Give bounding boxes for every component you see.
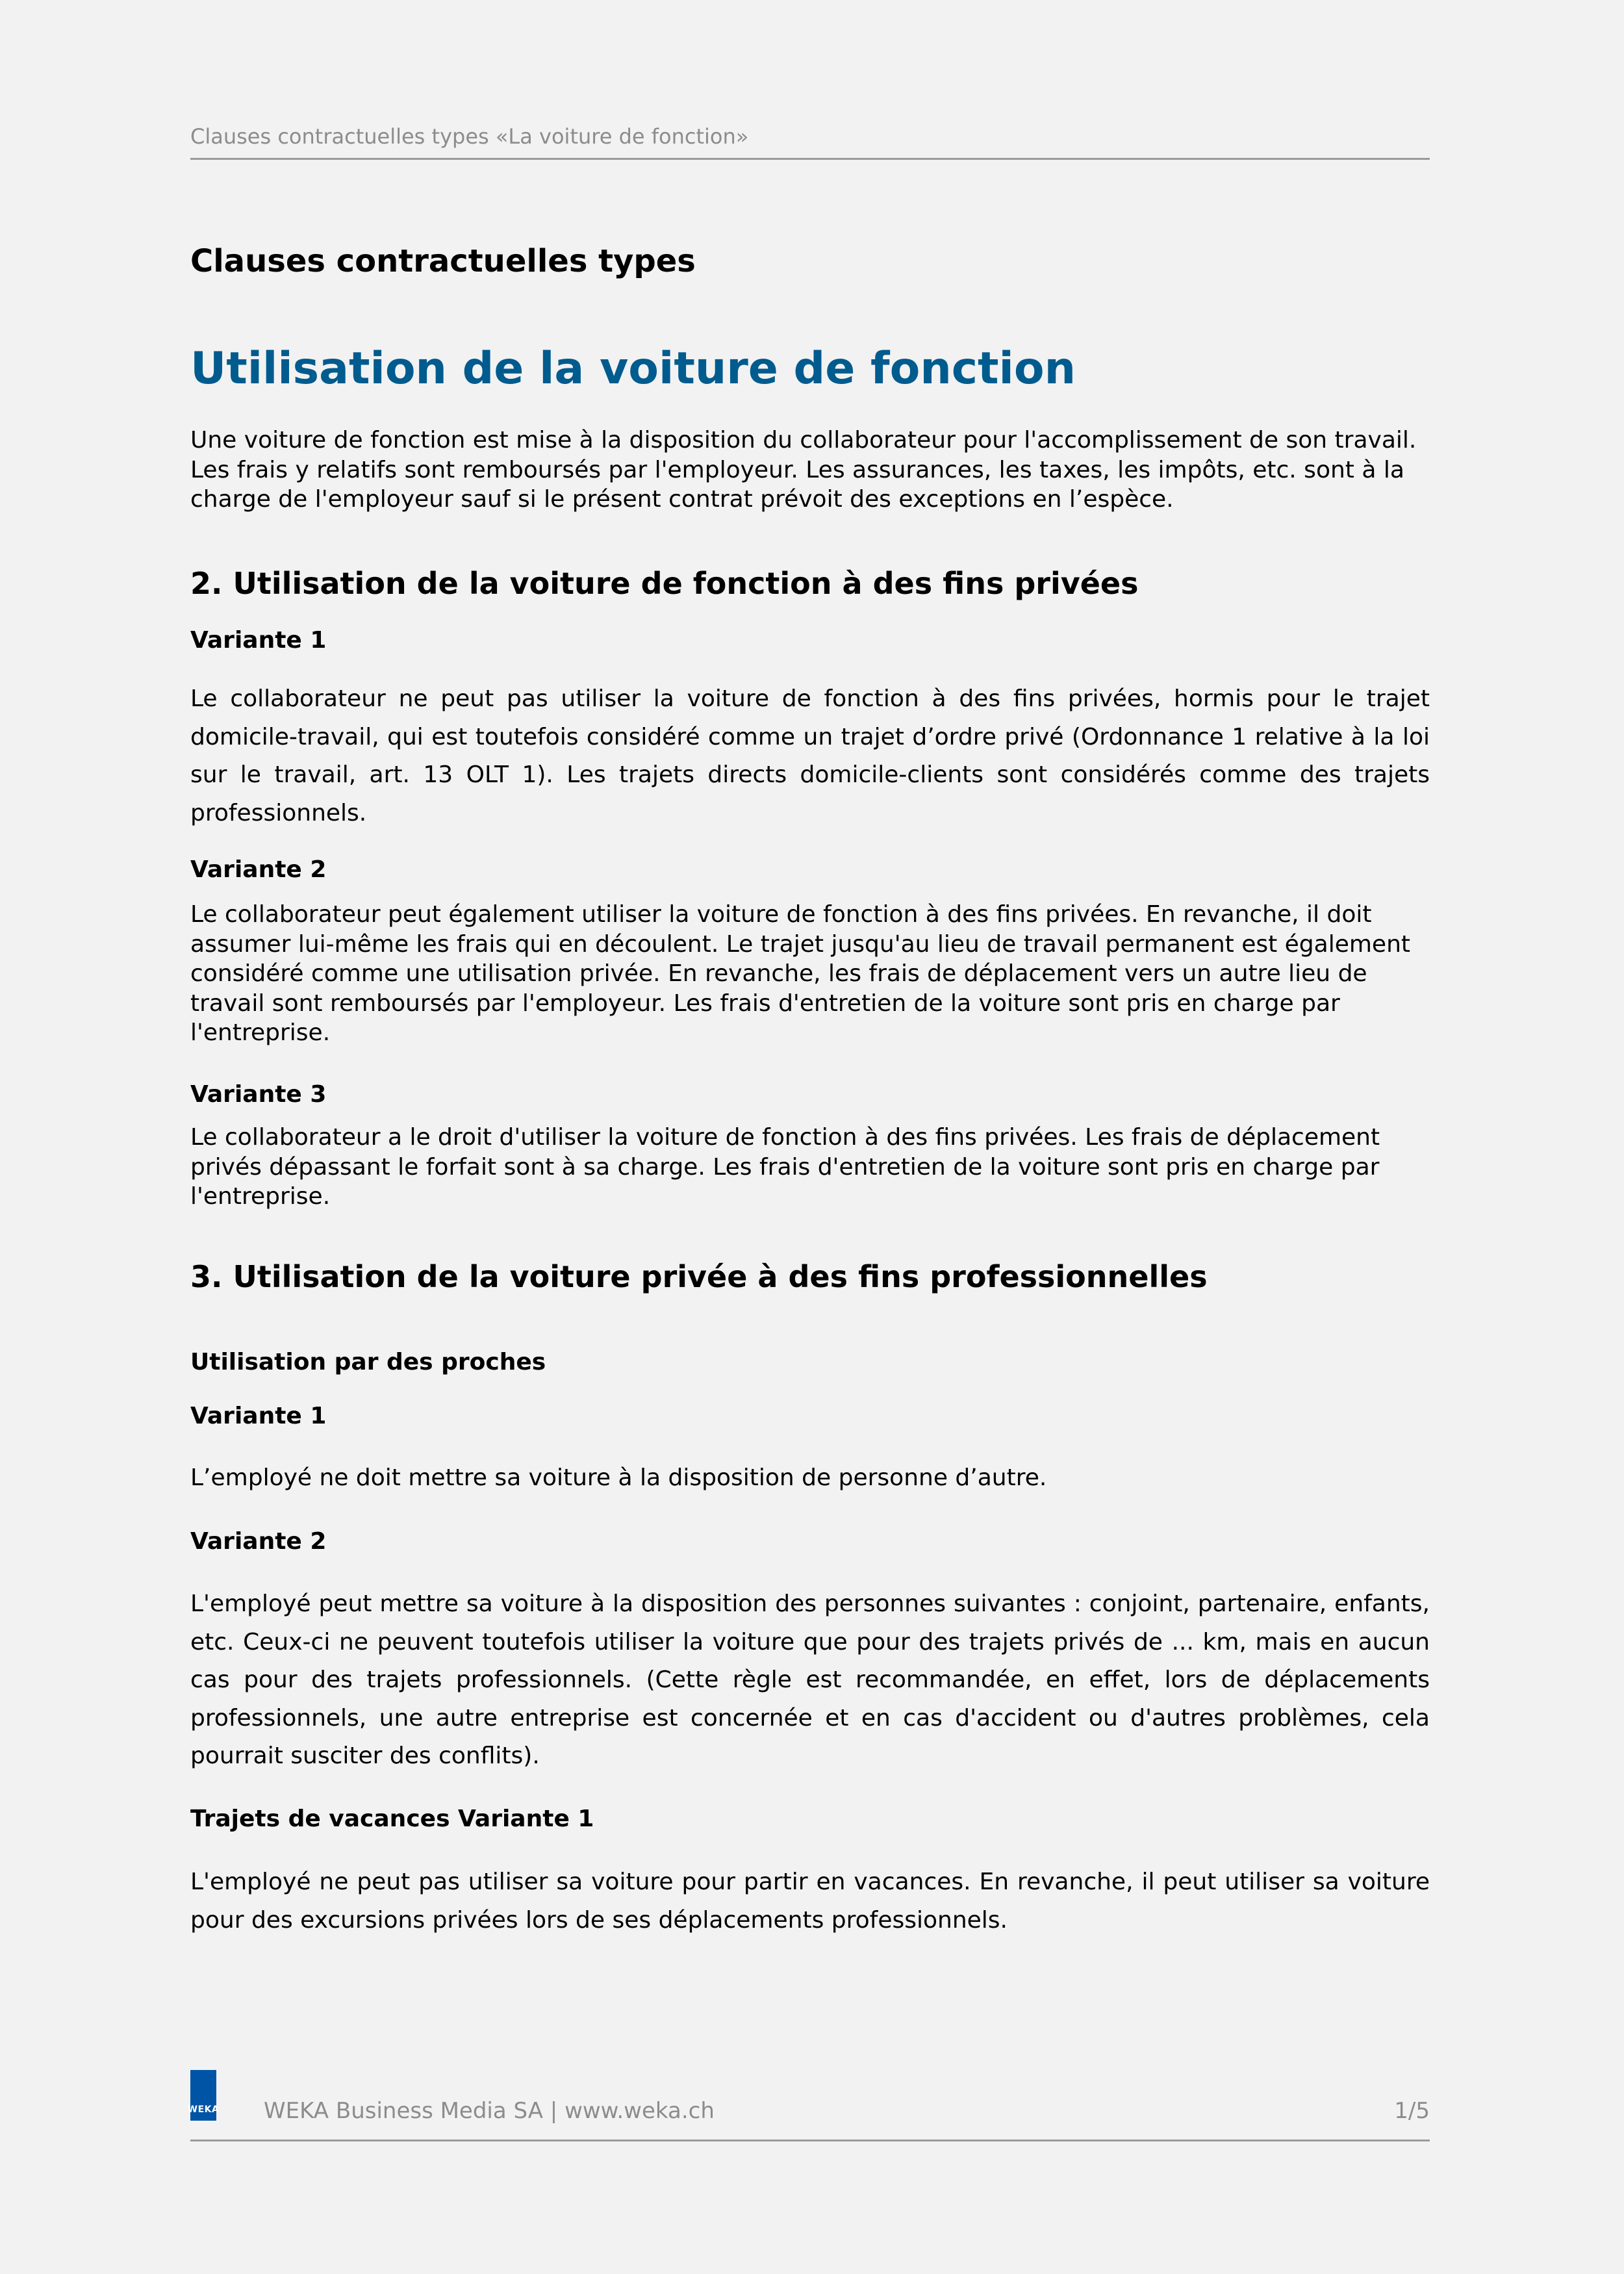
page-indicator: 1/5	[1394, 2098, 1430, 2124]
variant-label: Variante 2	[190, 856, 327, 883]
variant-label: Variante 3	[190, 1081, 327, 1108]
subsection-heading: Utilisation par des proches	[190, 1349, 546, 1375]
running-header: Clauses contractuelles types «La voiture de fonction»	[190, 124, 749, 149]
section-heading-professional-use: 3. Utilisation de la voiture privée à des fins professionnelles	[190, 1259, 1208, 1294]
variant-text: L’employé ne doit mettre sa voiture à la disposition de personne d’autre.	[190, 1464, 1047, 1491]
document-title: Utilisation de la voiture de fonction	[190, 343, 1076, 394]
document-kicker: Clauses contractuelles types	[190, 243, 696, 279]
variant-text: Le collaborateur ne peut pas utiliser la voiture de fonction à des fins privées, hormis pour le trajet domicile-travail, qui est toutefois considéré comme un trajet d’ordre privé (Ordonnance 1 relative à la loi sur le travail, art. 13 OLT 1). Les trajets directs domicile-clients sont considérés comme des trajets professionnels.	[190, 685, 1430, 826]
footer-publisher: WEKA Business Media SA | www.weka.ch	[264, 2098, 715, 2124]
variant-text: L'employé peut mettre sa voiture à la disposition des personnes suivantes : conjoint, partenaire, enfants, etc. Ceux-ci ne peuvent toutefois utiliser la voiture que pour des trajets privés de ... km, mais en aucun cas pour des trajets professionnels. (Cette règle est recommandée, en effet, lors de déplacements professionnels, une autre entreprise est concernée et en cas d'accident ou d'autres problèmes, cela pourrait susciter des conflits).	[190, 1591, 1430, 1769]
variant-label: Variante 1	[190, 1403, 327, 1429]
variant-label: Variante 1	[190, 627, 327, 654]
variant-label: Variante 2	[190, 1528, 327, 1555]
variant-text: Le collaborateur peut également utiliser la voiture de fonction à des fins privées. En revanche, il doit assumer lui-même les frais qui en découlent. Le trajet jusqu'au lieu de travail permanent est également considéré comme une utilisation privée. En revanche, les frais de déplacement vers un autre lieu de travail sont remboursés par l'employeur. Les frais d'entretien de la voiture sont pris en charge par l'entreprise.	[190, 901, 1411, 1046]
variant-text: L'employé ne peut pas utiliser sa voiture pour partir en vacances. En revanche, il peut utiliser sa voiture pour des excursions privées lors de ses déplacements professionnels.	[190, 1869, 1430, 1934]
weka-logo-text: WEKA	[187, 2104, 220, 2115]
footer-divider	[190, 2140, 1430, 2141]
section-heading-private-use: 2. Utilisation de la voiture de fonction à des fins privées	[190, 566, 1139, 601]
variant-label: Trajets de vacances Variante 1	[190, 1806, 594, 1832]
header-divider	[190, 158, 1430, 160]
variant-text: Le collaborateur a le droit d'utiliser la voiture de fonction à des fins privées. Les frais de déplacement privés dépassant le forfait sont à sa charge. Les frais d'entretien de la voiture sont pris en charge par l'entreprise.	[190, 1124, 1380, 1210]
weka-logo	[187, 2070, 220, 2121]
intro-paragraph: Une voiture de fonction est mise à la disposition du collaborateur pour l'accomplissement de son travail. Les frais y relatifs sont remboursés par l'employeur. Les assurances, les taxes, les impôts, etc. sont à la charge de l'employeur sauf si le présent contrat prévoit des exceptions en l’espèce.	[190, 427, 1417, 513]
